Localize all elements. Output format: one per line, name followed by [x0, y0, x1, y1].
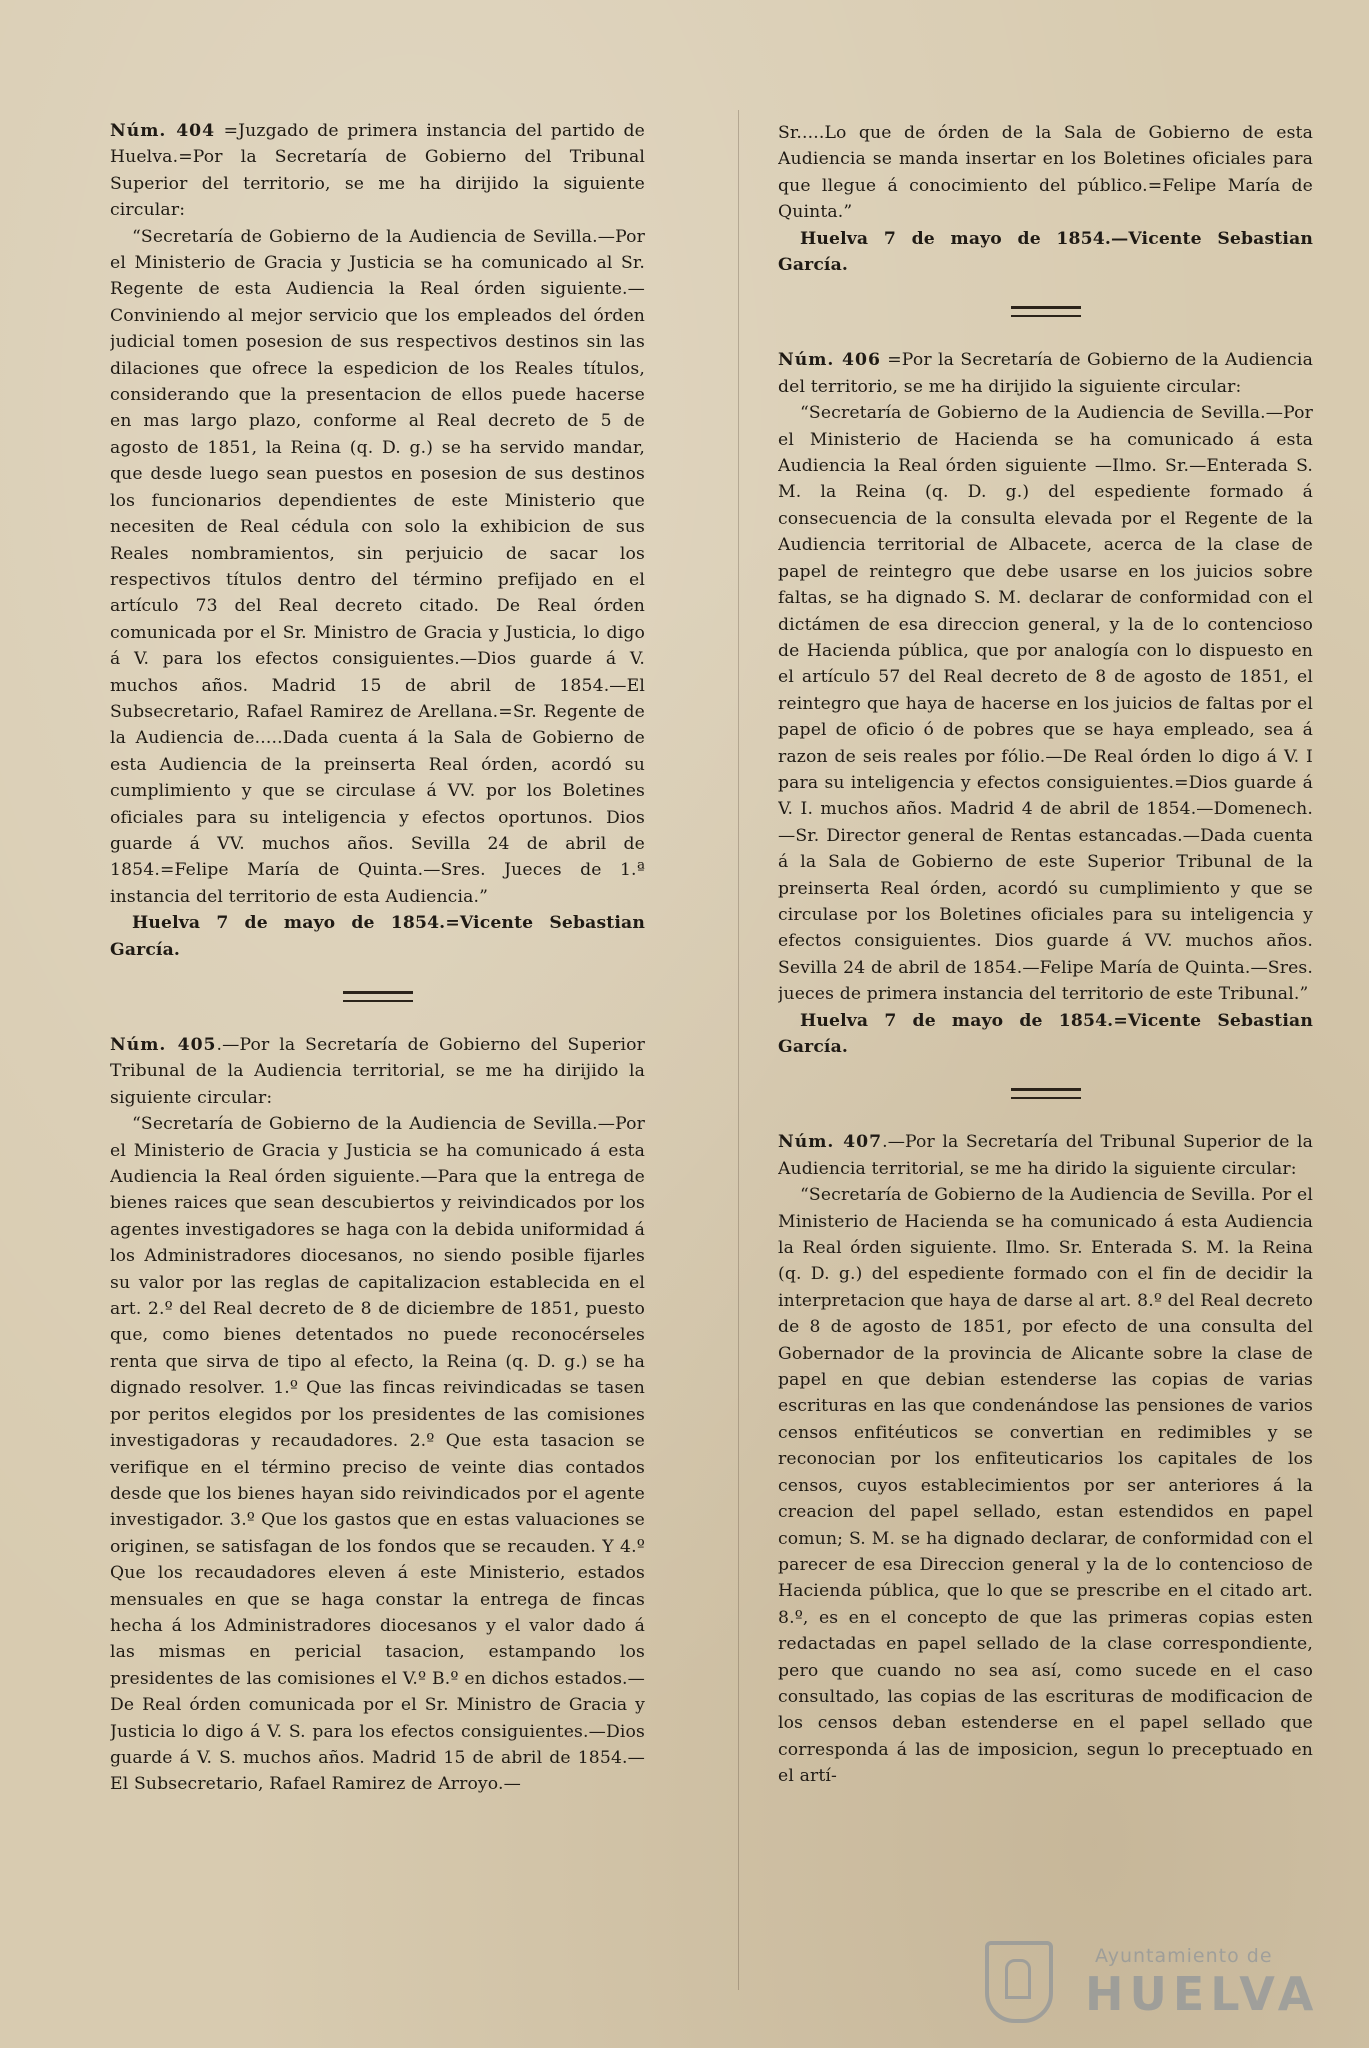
entry-404-signature: Huelva 7 de mayo de 1854.=Vicente Sebastian García. — [110, 913, 645, 960]
entry-407-heading — [778, 1129, 1313, 1182]
left-column — [110, 118, 645, 2023]
entry-406-body: “Secretaría de Gobierno de la Audiencia de Sevilla.—Por el Ministerio de Hacienda se ha comunicado á esta Audiencia la Real órden siguiente —Ilmo. Sr.—Enterada S. M. la Reina (q. D. g.) del espediente formado á consecuencia de la consulta elevada por el Regente de la Audiencia territorial de Albacete, acerca de la clase de papel de reintegro que debe usarse en los juicios sobre faltas, se ha dignado S. M. declarar de conformidad con el dictámen de esa direccion general, y la de lo contencioso de Hacienda pública, que por analogía con lo dispuesto en el artículo 57 del Real decreto de 8 de agosto de 1851, el reintegro que haya de hacerse en los juicios de faltas por el papel de oficio ó de pobres que se haya empleado, sea á razon de seis reales por fólio.—De Real órden lo digo á V. I para su inteligencia y efectos consiguientes.=Dios guarde á V. I. muchos años. Madrid 4 de abril de 1854.—Domenech.—Sr. Director general de Rentas estancadas.—Dada cuenta á la Sala de Gobierno de este Superior Tribunal de la preinserta Real órden, acordó su cumplimiento y que se circulase por los Boletines oficiales para su inteligencia y efectos consiguientes. Dios guarde á VV. muchos años. Sevilla 24 de abril de 1854.—Felipe María de Quinta.—Sres. jueces de primera instancia del territorio de este Tribunal.” — [778, 403, 1313, 1005]
entry-405-heading — [110, 1032, 645, 1111]
entry-404 — [110, 118, 645, 963]
section-divider — [343, 991, 413, 1002]
watermark — [985, 1935, 1320, 2025]
entry-405-signature: Huelva 7 de mayo de 1854.—Vicente Sebastian García. — [778, 228, 1313, 276]
entry-404-number: Núm. 404 — [110, 121, 216, 141]
watermark-big-text: HUELVA — [1085, 1967, 1320, 2021]
entry-407-heading-text: .—Por la Secretaría del Tribunal Superior de la Audiencia territorial, se me ha dirido la siguiente circular: — [778, 1132, 1313, 1179]
entry-405-body: “Secretaría de Gobierno de la Audiencia de Sevilla.—Por el Ministerio de Gracia y Justicia se ha comunicado á esta Audiencia la Real órden siguiente.—Para que la entrega de bienes raices que sean descubiertos y reivindicados por los agentes investigadores se haga con la debida uniformidad á los Administradores diocesanos, no siendo posible fijarles su valor por las reglas de capitalizacion establecida en el art. 2.º del Real decreto de 8 de diciembre de 1851, puesto que, como bienes detentados no puede reconocérseles renta que sirva de tipo al efecto, la Reina (q. D. g.) se ha dignado resolver. 1.º Que las fincas reivindicadas se tasen por peritos elegidos por los presidentes de las comisiones investigadoras y recaudadores. 2.º Que esta tasacion se verifique en el término preciso de veinte dias contados desde que los bienes hayan sido reivindicados por el agente investigador. 3.º Que los gastos que en estas valuaciones se originen, se satisfagan de los fondos que se recauden. Y 4.º Que los recaudadores eleven á este Ministerio, estados mensuales en que se haga constar la entrega de fincas hecha á los Administradores diocesanos y el valor dado á las mismas en pericial tasacion, estampando los presidentes de las comisiones el V.º B.º en dichos estados.—De Real órden comunicada por el Sr. Ministro de Gracia y Justicia lo digo á V. S. para los efectos consiguientes.—Dios guarde á V. S. muchos años. Madrid 15 de abril de 1854.—El Subsecretario, Rafael Ramirez de Arroyo.— — [110, 1114, 645, 1795]
watermark-small-text: Ayuntamiento de — [1095, 1945, 1273, 1967]
section-divider — [1011, 1088, 1081, 1099]
entry-404-body: “Secretaría de Gobierno de la Audiencia de Sevilla.—Por el Ministerio de Gracia y Justicia se ha comunicado al Sr. Regente de esta Audiencia la Real órden siguiente.—Conviniendo al mejor servicio que los empleados del órden judicial tomen posesion de sus respectivos destinos sin las dilaciones que ofrece la espedicion de los Reales títulos, considerando que la presentacion de ellos puede hacerse en mas largo plazo, conforme al Real decreto de 5 de agosto de 1851, la Reina (q. D. g.) se ha servido mandar, que desde luego sean puestos en posesion de sus destinos los funcionarios dependientes de este Ministerio que necesiten de Real cédula con solo la exhibicion de sus Reales nombramientos, sin perjuicio de sacar los respectivos títulos dentro del término prefijado en el artículo 73 del Real decreto citado. De Real órden comunicada por el Sr. Ministro de Gracia y Justicia, lo digo á V. para los efectos consiguientes.—Dios guarde á V. muchos años. Madrid 15 de abril de 1854.—El Subsecretario, Rafael Ramirez de Arellana.=Sr. Regente de la Audiencia de.....Dada cuenta á la Sala de Gobierno de esta Audiencia de la preinserta Real órden, acordó su cumplimiento y que se circulase á VV. por los Boletines oficiales para su inteligencia y efectos oportunos. Dios guarde á VV. muchos años. Sevilla 24 de abril de 1854.=Felipe María de Quinta.—Sres. Jueces de 1.ª instancia del territorio de esta Audiencia.” — [110, 226, 645, 907]
entry-405-heading-text: .—Por la Secretaría de Gobierno del Superior Tribunal de la Audiencia territorial, se me ha dirijido la siguiente circular: — [110, 1035, 645, 1108]
entry-406-number: Núm. 406 — [778, 350, 881, 371]
column-gutter — [738, 110, 739, 1990]
entry-406 — [778, 347, 1313, 1060]
entry-406-heading — [778, 347, 1313, 400]
section-divider — [1011, 306, 1081, 317]
entry-405 — [110, 1032, 645, 1798]
coat-of-arms-icon — [985, 1941, 1053, 2023]
entry-404-heading — [110, 118, 645, 224]
entry-405-continued-body: Sr.....Lo que de órden de la Sala de Gobierno de esta Audiencia se manda insertar en los Boletines oficiales para que llegue á conocimiento del público.=Felipe María de Quinta.” — [778, 123, 1313, 223]
entry-405-continued — [778, 120, 1313, 278]
right-column — [778, 120, 1313, 2025]
entry-406-signature: Huelva 7 de mayo de 1854.=Vicente Sebastian García. — [778, 1010, 1313, 1057]
entry-405-number: Núm. 405 — [110, 1035, 217, 1055]
entry-407 — [778, 1129, 1313, 1789]
entry-404-heading-text: =Juzgado de primera instancia del partido de Huelva.=Por la Secretaría de Gobierno del Tribunal Superior del territorio, se me ha dirijido la siguiente circular: — [110, 121, 645, 221]
entry-407-number: Núm. 407 — [778, 1132, 883, 1153]
entry-406-heading-text: =Por la Secretaría de Gobierno de la Audiencia del territorio, se me ha dirijido la siguiente circular: — [778, 350, 1313, 397]
entry-407-body: “Secretaría de Gobierno de la Audiencia de Sevilla. Por el Ministerio de Hacienda se ha comunicado á esta Audiencia la Real órden siguiente. Ilmo. Sr. Enterada S. M. la Reina (q. D. g.) del espediente formado con el fin de decidir la interpretacion que haya de darse al art. 8.º del Real decreto de 8 de agosto de 1851, por efecto de una consulta del Gobernador de la provincia de Alicante sobre la clase de papel en que debian estenderse las copias de varias escrituras en las que condenándose las pensiones de varios censos enfitéuticos se convertian en redimibles y se reconocian por los enfiteuticarios los capitales de los censos, cuyos establecimientos por ser anteriores á la creacion del papel sellado, estan estendidos en papel comun; S. M. se ha dignado declarar, de conformidad con el parecer de esa Direccion general y la de lo contencioso de Hacienda pública, que lo que se prescribe en el citado art. 8.º, es en el concepto de que las primeras copias esten redactadas en papel sellado de la clase correspondiente, pero que cuando no sea así, como sucede en el caso consultado, las copias de las escrituras de modificacion de los censos deban estenderse en el papel sellado que corresponda á las de imposicion, segun lo preceptuado en el artí- — [778, 1185, 1313, 1787]
